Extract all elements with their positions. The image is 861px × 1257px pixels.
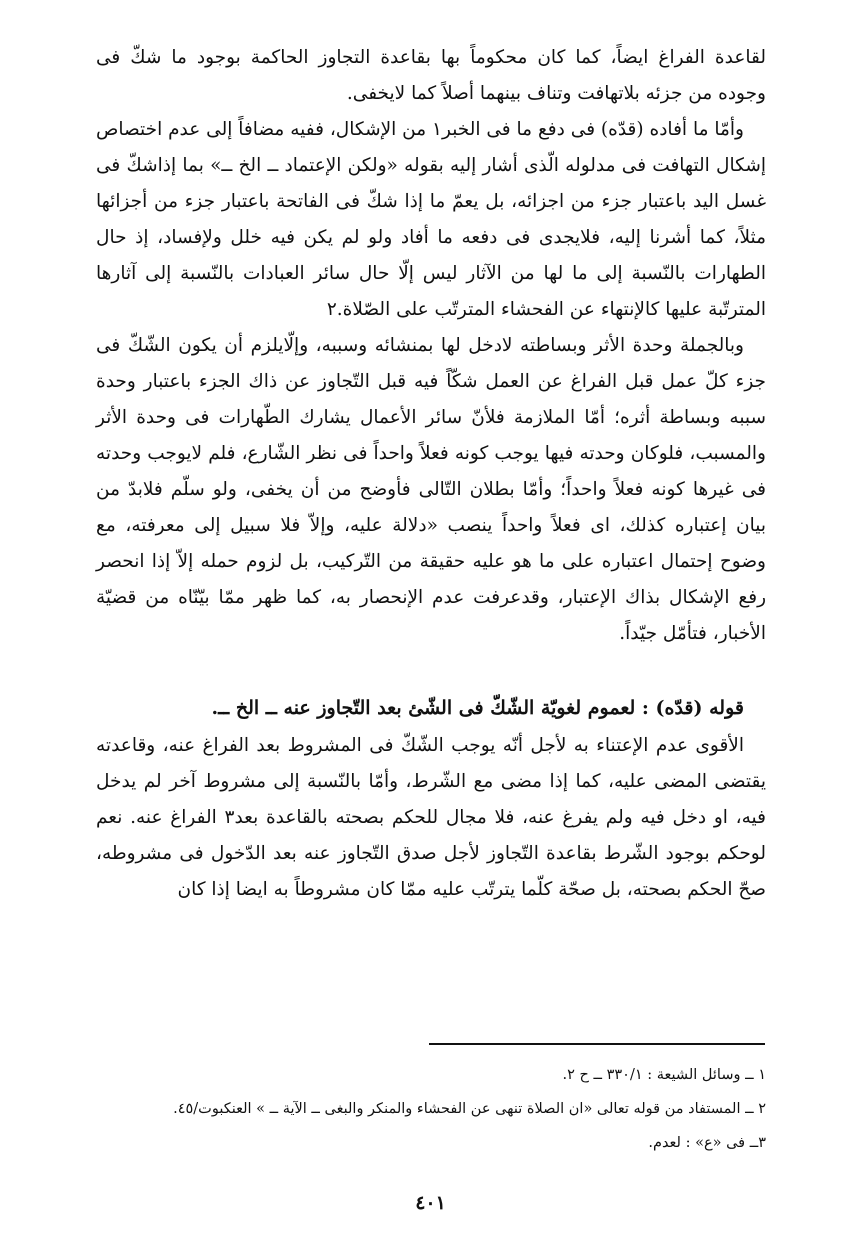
footnote-1: ١ ــ وسائل الشيعة : ٣٣٠/١ ــ ح ٢. — [562, 1067, 766, 1083]
paragraph-1: لقاعدة الفراغ ايضاً، كما كان محكوماً بها بقاعدة التجاوز الحاكمة بوجود ما شكّ فى وجوده من جزئه بلاتهافت وتناف بينهما أصلاً كما لايخفى. — [96, 47, 766, 104]
page-number: ٤٠١ — [415, 1192, 446, 1214]
footnotes — [96, 1058, 766, 1160]
footnote-2: ٢ ــ المستفاد من قوله تعالى «ان الصلاة تنهى عن الفحشاء والمنكر والبغى ــ الآية ــ » العنكبوت/٤٥. — [173, 1101, 766, 1117]
paragraph-2: وأمّا ما أفاده (قدّه) فى دفع ما فى الخبر١ من الإشكال، ففيه مضافاً إلى عدم اختصاص إشكال التهافت فى مدلوله الّذى أشار إليه بقوله «ولكن الإعتماد ــ الخ ــ» بما إذاشكّ فى غسل اليد باعتبار جزء من اجزائه، بل يعمّ ما إذا شكّ فى الفاتحة باعتبار جزء من أجزائها مثلاً، كما أشرنا إليه، فلايجدى فى دفعه ما أفاد ولو لم يكن فيه خلل ولإفساد، إذ حال الطهارات بالنّسبة إلى ما لها من الآثار ليس إلّا حال سائر العبادات بالنّسبة إلى آثارها المترتّبة عليها كالإنتهاء عن الفحشاء المترتّب على الصّلاة.٢ — [96, 119, 766, 320]
paragraph-4: الأقوى عدم الإعتناء به لأجل أنّه يوجب الشّكّ فى المشروط بعد الفراغ عنه، وقاعدته يقتضى المضى عليه، كما إذا مضى مع الشّرط، وأمّا بالنّسبة إلى مشروط آخر لم يدخل فيه، او دخل فيه ولم يفرغ عنه، فلا مجال للحكم بصحته بالقاعدة بعد٣ الفراغ عنه. نعم لوحكم بوجود الشّرط بقاعدة التّجاوز لأجل صدق التّجاوز عنه بعد الدّخول فى مشروطه، صحّ الحكم بصحته، بل صحّة كلّما يترتّب عليه ممّا كان مشروطاً به ايضا إذا كان — [96, 735, 766, 900]
footnote-divider — [429, 1043, 765, 1045]
paragraph-3: وبالجملة وحدة الأثر وبساطته لادخل لها بمنشائه وسببه، وإلّايلزم أن يكون الشّكّ فى جزء كلّ عمل قبل الفراغ عن العمل شكّاً فيه قبل التّجاوز عن ذاك الجزء باعتبار وحدة سببه وبساطة أثره؛ أمّا الملازمة فلأنّ سائر الأعمال يشارك الطّهارات فى وحدة الأثر والمسبب، فلوكان وحدته فيها يوجب كونه فعلاً واحداً فى نظر الشّارع، فلم لايوجب وحدته فى غيرها كونه فعلاً واحداً؛ وأمّا بطلان التّالى فأوضح من أن يخفى، ولو سلّم فلابدّ من بيان إعتباره كذلك، اى فعلاً واحداً ينصب «دلالة عليه، وإلاّ فلا سبيل إلى معرفته، مع وضوح إحتمال اعتباره على ما هو عليه حقيقة من التّركيب، بل لزوم حمله إلاّ إذا انحصر رفع الإشكال بذاك الإعتبار، وقدعرفت عدم الإنحصار به، كما ظهر ممّا بيّنّاه من قضيّة الأخبار، فتأمّل جيّداً. — [96, 335, 766, 644]
footnote-3: ٣ــ فى «ع» : لعدم. — [648, 1135, 766, 1151]
page-body — [96, 40, 766, 908]
section-heading: قوله (قدّه) : لعموم لغويّة الشّكّ فى الشّئ بعد التّجاوز عنه ــ الخ ــ. — [211, 697, 744, 719]
